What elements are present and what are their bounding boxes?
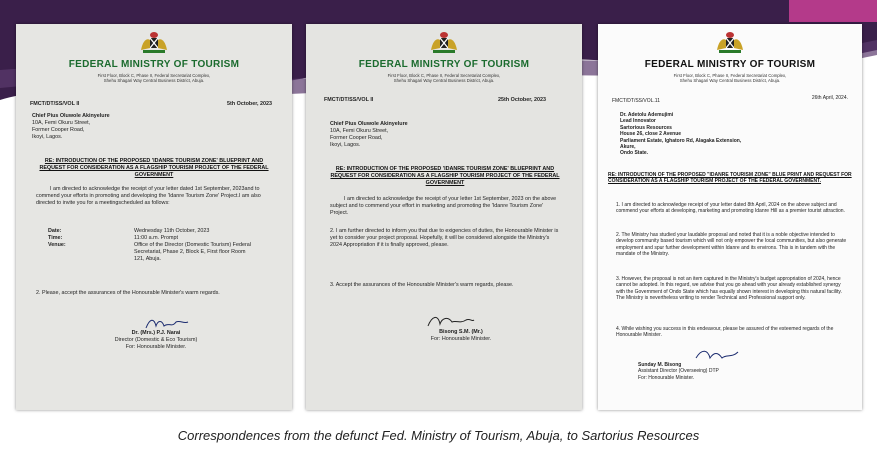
coat-of-arms-icon <box>137 30 171 56</box>
letter-3 <box>598 24 862 410</box>
letter-body: I am directed to acknowledge the receipt of your letter dated 1st September, 2023and to commend your efforts in promoting and developing the 'Idanre Tourism Zone' Project.I am also directed to invite you for a meetingscheduled as follows: <box>36 186 261 206</box>
coat-of-arms-icon <box>427 30 461 56</box>
paragraph-3: 3. However, the proposal is not an item captured in the Ministry's budget appropriation of 2024, hence cannot be adopted. In this regard, we advise that you go ahead with your already established synergy with the Government of Ondo State which has equally shown interest in developing this natural facility. The Ministry is nevertheless writing to render Technical and Professional support only. <box>616 276 842 302</box>
paragraph-2: 2. The Ministry has studied your laudable proposal and noted that it is a noble objective intended to develop community based tourism which will not only empower the local communities, but also generate employment and spur further development within Idanre and its environs. This is in tandem with the mandate of the Ministry. <box>616 232 847 258</box>
paragraph-4: 4. While wishing you success in this endeavour, please be assured of the esteemed regards of the Honourable Minister. <box>616 326 834 339</box>
letter-subject: RE: INTRODUCTION OF THE PROPOSED "IDANRE TOURISM ZONE" BLUE PRINT AND REQUEST FOR CONSIDERATION AS A FLAGSHIP TOURISM PROJECT OF THE FEDERAL GOVERNMENT. <box>608 172 852 185</box>
letter-date: 25th October, 2023 <box>498 97 546 103</box>
reference-number: FMCT/DT/SS/VOL II <box>30 101 80 107</box>
letter-2 <box>306 24 582 410</box>
ministry-address: First Floor, Block C, Phase II, Federal Secretariat Complex, Shehu Shagari Way Central Business District, Abuja. <box>673 73 787 84</box>
closing-paragraph: 2. Please, accept the assurances of the Honourable Minister's warm regards. <box>36 290 220 296</box>
ministry-name: FEDERAL MINISTRY OF TOURISM <box>644 59 816 70</box>
ministry-address: First Floor, Block C, Phase II, Federal Secretariat Complex, Shehu Shagari Way Central Business District, Abuja. <box>387 73 501 84</box>
letter-body: I am directed to acknowledge the receipt of your letter 1st September, 2023 on the above subject and to commend your effort in marketing and promoting the 'Idanre Tourism Zone' Project. <box>330 196 557 216</box>
coat-of-arms-icon <box>713 30 747 56</box>
recipient-block: Chief Pius Oluwole Akinyelure 10A, Femi Okuru Street, Former Cooper Road, Ikoyi, Lagos. <box>32 113 110 140</box>
ministry-address: First Floor, Block C, Phase II, Federal Secretariat Complex, Shehu Shagari Way Central Business District, Abuja. <box>97 73 211 84</box>
letter-subject: RE: INTRODUCTION OF THE PROPOSED 'IDANRE TOURISM ZONE' BLUEPRINT AND REQUEST FOR CONSIDERATION AS A FLAGSHIP TOURISM PROJECT OF THE FEDERAL GOVERNMENT <box>330 166 560 186</box>
signatory-block: Sunday M. Bisong Assistant Director (Overseeing) DTP For: Honourable Minister. <box>638 362 719 381</box>
reference-number: FMCT/DT/SS/VOL II <box>324 97 374 103</box>
meeting-schedule: Date: Wednesday 11th October, 2023 Time: 11:00 a.m. Prompt Venue: Office of the Director (Domestic Tourism) Federal Secretariat, Phase 2, Block E, First floor Room 121, Abuja. <box>48 228 251 262</box>
letter-date: 26th April, 2024. <box>811 95 848 101</box>
signature-image <box>426 312 476 330</box>
recipient-block: Chief Pius Oluwole Akinyelure 10A, Femi Okuru Street, Former Cooper Road, Ikoyi, Lagos. <box>330 121 408 148</box>
letter-subject: RE: INTRODUCTION OF THE PROPOSED 'IDANRE TOURISM ZONE' BLUEPRINT AND REQUEST FOR CONSIDERATION AS A FLAGSHIP TOURISM PROJECT OF THE FEDERAL GOVERNMENT <box>39 158 269 178</box>
accent-square <box>789 0 877 22</box>
signatory-block: Dr. (Mrs.) P.J. Narai Director (Domestic & Eco Tourism) For: Honourable Minister. <box>114 330 198 350</box>
second-paragraph: 2. I am further directed to inform you that due to exigencies of duties, the Honourable Minister is yet to consider your project proposal. Hopefully, it will be considered alongside the Ministry's 2024 Appropriation if it is finally approved, please. <box>330 228 559 248</box>
letter-date: 5th October, 2023 <box>227 101 272 107</box>
recipient-block: Dr. Adetolu Ademujimi Lead Innovator Sartorious Resources House 26, close 2 Avenue Parliament Estate, Ighatoro Rd, Alagaka Extension, Akure, Ondo State. <box>620 112 742 157</box>
figure-caption: Correspondences from the defunct Fed. Ministry of Tourism, Abuja, to Sartorius Resources <box>177 428 700 443</box>
paragraph-1: 1. I am directed to acknowledge receipt of your letter dated 8th April, 2024 on the above subject and commend your efforts at developing, marketing and promoting Idanre Hill as a premier tourist attraction. <box>616 202 845 215</box>
signatory-block: Bisong S.M. (Mr.) For: Honourable Minister. <box>430 329 492 342</box>
ministry-name: FEDERAL MINISTRY OF TOURISM <box>68 59 240 70</box>
letter-1 <box>16 24 292 410</box>
closing-paragraph: 3. Accept the assurances of the Honourable Minister's warm regards, please. <box>330 282 514 288</box>
reference-number: FMCT/DT/SS/VOL.11 <box>612 98 660 104</box>
ministry-name: FEDERAL MINISTRY OF TOURISM <box>358 59 530 70</box>
